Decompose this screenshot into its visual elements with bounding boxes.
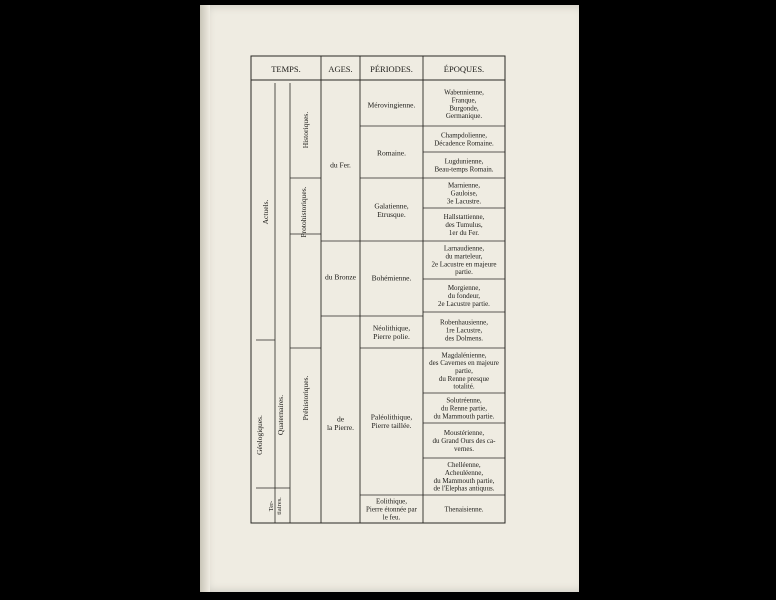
- epoques-champdolienne: [434, 132, 494, 148]
- epoques-mousterienne: [433, 429, 497, 453]
- epoques-lugdunienne-line: Lugdunienne,: [444, 157, 484, 166]
- epoques-chelleenne: [434, 461, 495, 493]
- epoques-hallstattienne: [444, 213, 485, 237]
- temps-geologiques: Géologiques.: [255, 415, 264, 455]
- periodes-paleolithique-line: Pierre taillée.: [371, 420, 412, 430]
- epoques-robenhausienne: [440, 319, 488, 343]
- periodes-eolithique-line: le feu.: [382, 513, 401, 522]
- ages-pierre-line: la Pierre.: [326, 422, 355, 432]
- epoques-robenhausienne-line: 1re Lacustre,: [445, 326, 483, 335]
- epoques-larnaudienne-line: Larnaudienne,: [443, 244, 485, 253]
- epoques-solutreenne-line: Solutréenne,: [446, 396, 482, 405]
- periodes-neolithique-line: Pierre polie.: [373, 331, 410, 341]
- epoques-solutreenne-line: du Mammouth partie.: [433, 412, 495, 421]
- epoques-hallstattienne-line: Hallstattienne,: [443, 213, 485, 222]
- ages-pierre-line: de: [336, 414, 345, 424]
- epoques-marnienne-line: Gauloise,: [450, 189, 478, 198]
- epoques-wabenienne-line: Wabennienne,: [444, 88, 484, 97]
- epoques-larnaudienne-line: du marteleur,: [445, 252, 483, 261]
- epoques-magdalenienne-line: totalité.: [453, 382, 475, 391]
- epoques-solutreenne-line: du Renne partie,: [440, 404, 488, 413]
- epoques-marnienne-line: 3e Lacustre.: [446, 197, 482, 206]
- epoques-larnaudienne-line: 2e Lacustre en majeure: [431, 260, 497, 269]
- epoques-magdalenienne-line: partie,: [455, 366, 473, 375]
- epoques-magdalenienne: [429, 351, 499, 390]
- periodes-merovingienne-line: Mérovingienne.: [367, 100, 416, 110]
- epoques-thenaisienne-line: Thenaisienne.: [444, 505, 484, 514]
- periodes-galatienne: [374, 201, 408, 218]
- temps-protohistoriques: Protohistoriques.: [299, 186, 308, 238]
- header-temps: TEMPS.: [271, 64, 301, 74]
- epoques-chelleenne-line: Chelléenne,: [447, 461, 481, 470]
- epoques-lugdunienne-line: Beau-temps Romain.: [434, 165, 494, 174]
- epoques-morgienne: [438, 284, 490, 308]
- epoques-wabenienne: [444, 89, 484, 121]
- periodes-bohemienne-line: Bohémienne.: [371, 273, 412, 283]
- ages-fer: [330, 161, 351, 170]
- periodes-galatienne-line: Etrusque.: [377, 209, 406, 219]
- epoques-champdolienne-line: Décadence Romaine.: [434, 139, 494, 148]
- ages-fer-line: du Fer.: [330, 160, 351, 170]
- epoques-magdalenienne-line: du Renne presque: [438, 374, 490, 383]
- periodes-eolithique: [366, 498, 418, 522]
- epoques-mousterienne-line: vernes.: [453, 444, 475, 453]
- epoques-wabenienne-line: Germanique.: [445, 112, 483, 121]
- periodes-neolithique: [373, 323, 410, 340]
- epoques-lugdunienne: [434, 158, 493, 174]
- header-ages: AGES.: [328, 64, 353, 74]
- temps-tertiaires-1: Ter-: [268, 500, 275, 512]
- periodes-eolithique-line: Pierre étonnée par: [366, 505, 417, 514]
- epoques-hallstattienne-line: 1er du Fer.: [448, 228, 480, 237]
- text-cells: [325, 89, 499, 522]
- periodes-bohemienne: [372, 274, 412, 283]
- temps-tertiaires: [268, 497, 283, 515]
- epoques-magdalenienne-line: des Cavernes en majeure: [429, 359, 499, 368]
- epoques-wabenienne-line: Burgonde,: [449, 104, 479, 113]
- epoques-wabenienne-line: Franque,: [451, 96, 477, 105]
- temps-tertiaires-2: tiaires.: [276, 497, 283, 515]
- ages-bronze: [325, 273, 357, 282]
- epoques-robenhausienne-line: des Dolmens.: [444, 334, 484, 343]
- epoques-larnaudienne: [431, 245, 496, 277]
- epoques-champdolienne-line: Champdolienne,: [440, 131, 488, 140]
- epoques-solutreenne: [434, 397, 495, 421]
- periodes-romaine-line: Romaine.: [377, 148, 406, 158]
- temps-prehistoriques: Préhistoriques.: [301, 375, 310, 421]
- periodes-merovingienne: [368, 101, 416, 110]
- temps-actuels: Actuels.: [261, 199, 270, 225]
- epoques-morgienne-line: du fondeur,: [448, 291, 480, 300]
- periodes-paleolithique-line: Paléolithique,: [370, 412, 413, 422]
- epoques-marnienne: [447, 182, 481, 206]
- epoques-marnienne-line: Marnienne,: [447, 181, 481, 190]
- periodes-romaine: [377, 149, 406, 158]
- epoques-magdalenienne-line: Magdalénienne,: [441, 351, 487, 360]
- ages-bronze-line: du Bronze: [324, 272, 357, 282]
- epoques-larnaudienne-line: partie.: [455, 268, 473, 277]
- epoques-hallstattienne-line: des Tumulus,: [445, 220, 483, 229]
- header-periodes: PÉRIODES.: [370, 64, 413, 74]
- header-epoques: ÉPOQUES.: [443, 64, 485, 74]
- periodes-galatienne-line: Galatienne,: [374, 201, 409, 211]
- periodes-eolithique-line: Eolithique,: [376, 497, 407, 506]
- temps-quaternaires: Quaternaires.: [276, 394, 285, 436]
- epoques-chelleenne-line: Acheuléenne,: [444, 469, 484, 478]
- periodes-paleolithique: [371, 412, 413, 429]
- epoques-mousterienne-line: du Grand Ours des ca-: [432, 436, 496, 445]
- epoques-thenaisienne: [444, 505, 483, 513]
- periodes-neolithique-line: Néolithique,: [372, 323, 411, 333]
- epoques-chelleenne-line: du Mammouth partie,: [433, 476, 495, 485]
- epoques-morgienne-line: Morgienne,: [447, 284, 481, 293]
- epoques-robenhausienne-line: Robenhausienne,: [439, 318, 489, 327]
- epoques-morgienne-line: 2e Lacustre partie.: [438, 299, 490, 308]
- temps-historiques: Historiques.: [301, 111, 310, 149]
- epoques-mousterienne-line: Moustérienne,: [443, 429, 485, 438]
- ages-pierre: [327, 414, 354, 431]
- epoques-chelleenne-line: de l'Elephas antiquus.: [433, 484, 495, 493]
